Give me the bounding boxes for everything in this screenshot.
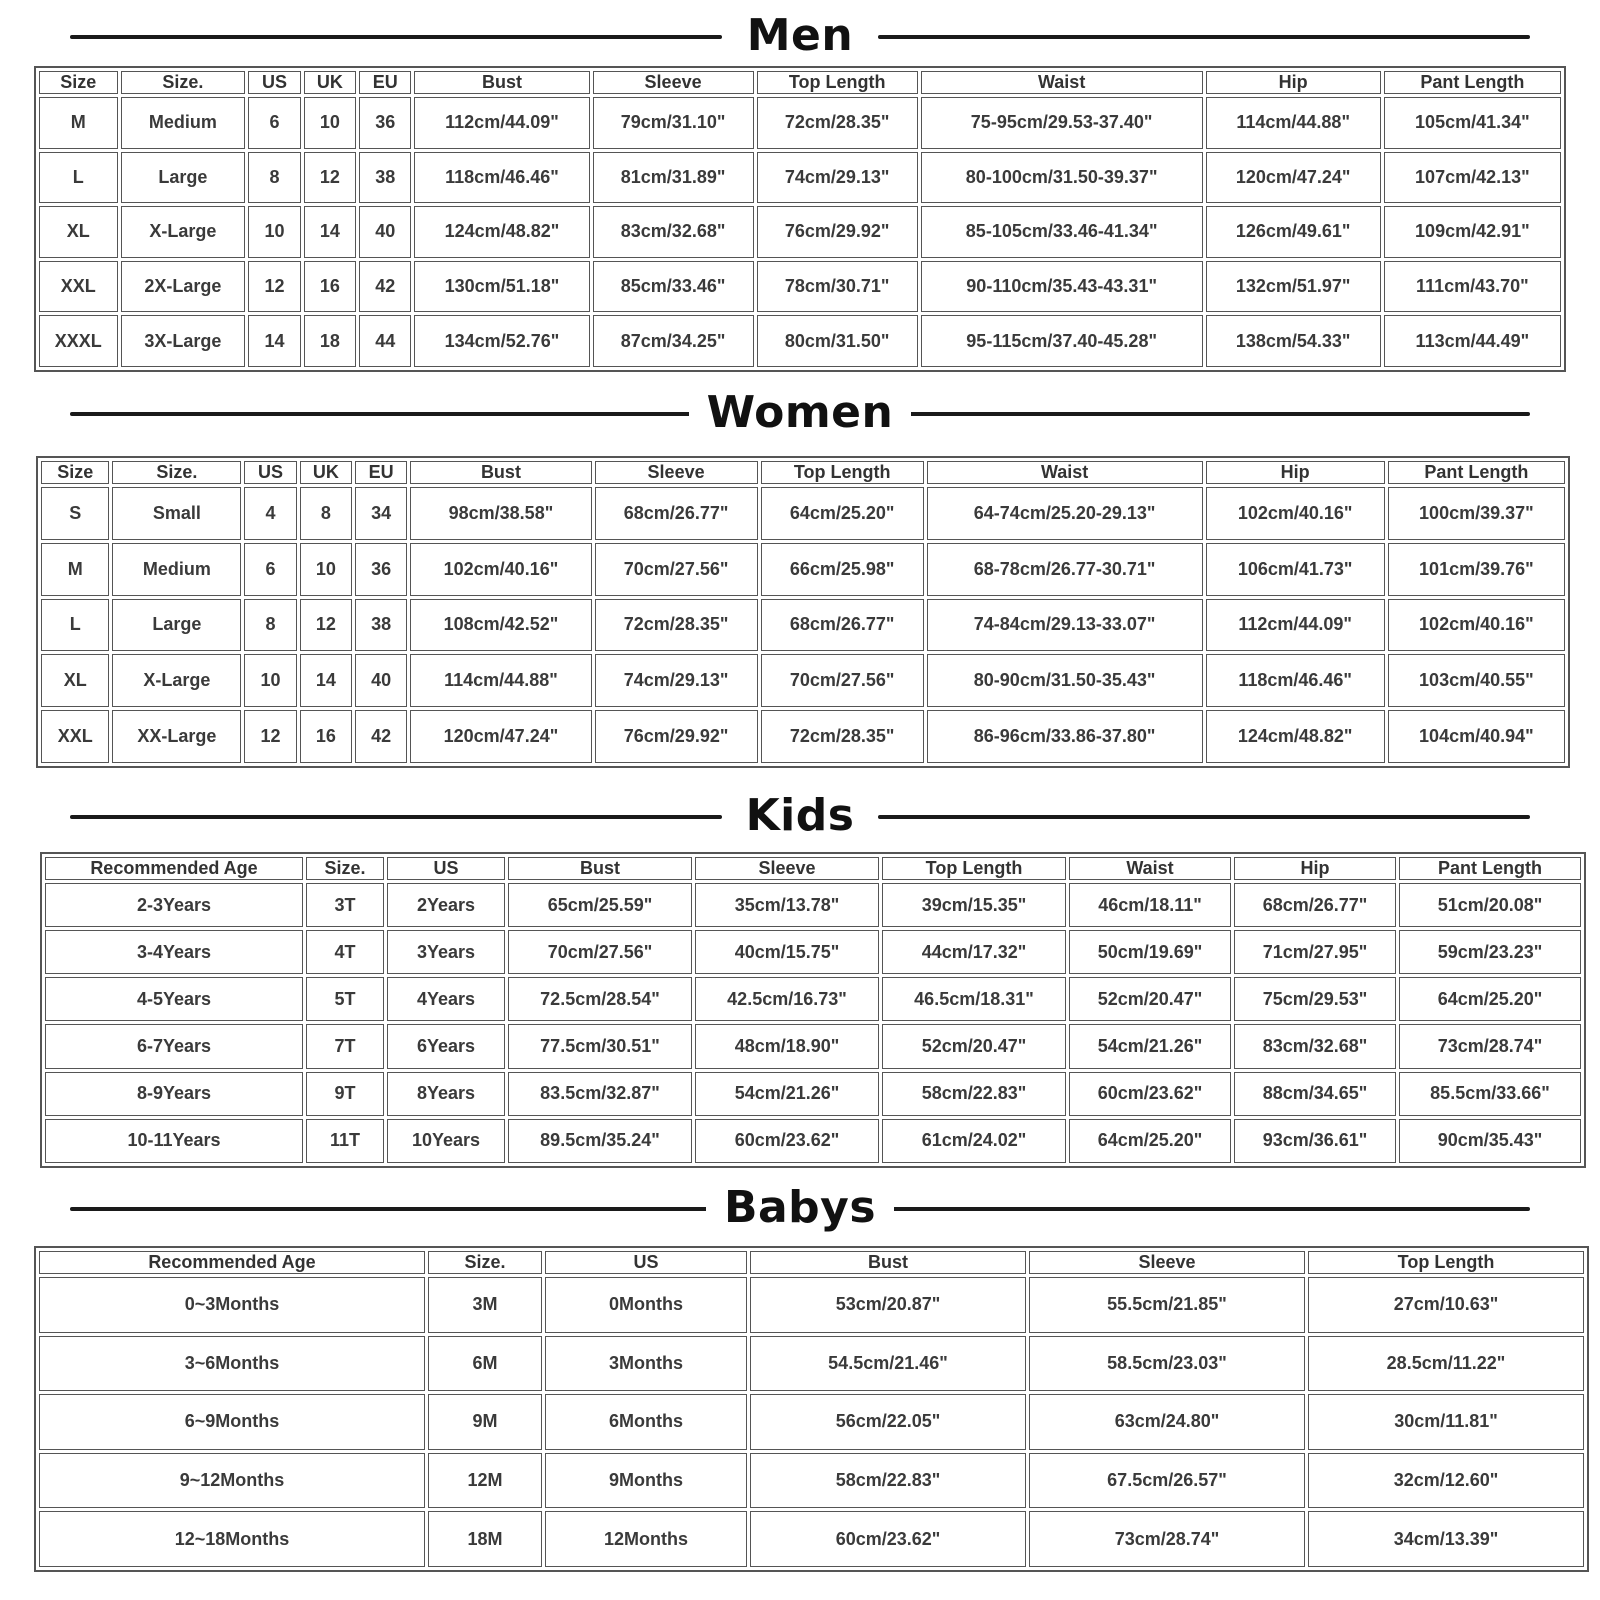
table-row [39, 97, 1561, 149]
table-cell: 36 [355, 543, 407, 596]
table-cell: 51cm/20.08" [1399, 883, 1581, 927]
column-header: UK [304, 71, 356, 94]
table-cell: 64cm/25.20" [761, 487, 924, 540]
table-row [39, 1394, 1584, 1450]
column-header: Sleeve [695, 857, 879, 880]
table-cell: 130cm/51.18" [414, 261, 589, 313]
table-cell: 56cm/22.05" [750, 1394, 1026, 1450]
table-header-row [39, 71, 1561, 94]
table-cell: 102cm/40.16" [1388, 599, 1565, 652]
table-cell: 120cm/47.24" [1206, 152, 1381, 204]
table-row [45, 1024, 1581, 1068]
table-cell: 0~3Months [39, 1277, 425, 1333]
column-header: UK [300, 461, 352, 484]
table-row [39, 1453, 1584, 1509]
table-cell: 40cm/15.75" [695, 930, 879, 974]
table-cell: 10 [300, 543, 352, 596]
table-cell: 42 [359, 261, 411, 313]
table-cell: 40 [359, 206, 411, 258]
table-cell: 114cm/44.88" [1206, 97, 1381, 149]
table-row [45, 1119, 1581, 1163]
table-cell: 4 [244, 487, 296, 540]
column-header: Sleeve [593, 71, 754, 94]
table-cell: 7T [306, 1024, 384, 1068]
table-cell: 12Months [545, 1511, 747, 1567]
table-cell: 75cm/29.53" [1234, 977, 1396, 1021]
column-header: Sleeve [595, 461, 758, 484]
table-cell: 30cm/11.81" [1308, 1394, 1584, 1450]
table-cell: XXL [41, 710, 109, 763]
column-header: Top Length [1308, 1251, 1584, 1274]
table-cell: 88cm/34.65" [1234, 1072, 1396, 1116]
table-cell: XX-Large [112, 710, 241, 763]
column-header: EU [359, 71, 411, 94]
column-header: Size [39, 71, 118, 94]
table-row [39, 1277, 1584, 1333]
table-cell: 68-78cm/26.77-30.71" [927, 543, 1203, 596]
column-header: Size [41, 461, 109, 484]
table-cell: 4T [306, 930, 384, 974]
table-cell: 3T [306, 883, 384, 927]
table-cell: 80cm/31.50" [757, 315, 918, 367]
table-cell: 4Years [387, 977, 505, 1021]
table-cell: 111cm/43.70" [1384, 261, 1561, 313]
column-header: Pant Length [1399, 857, 1581, 880]
column-header: Waist [921, 71, 1203, 94]
table-cell: M [39, 97, 118, 149]
table-cell: 12M [428, 1453, 542, 1509]
table-cell: 80-90cm/31.50-35.43" [927, 654, 1203, 707]
table-cell: 64cm/25.20" [1399, 977, 1581, 1021]
table-cell: 114cm/44.88" [410, 654, 591, 707]
column-header: US [244, 461, 296, 484]
table-cell: 16 [304, 261, 356, 313]
table-cell: Medium [121, 97, 246, 149]
table-cell: 6Years [387, 1024, 505, 1068]
table-cell: 61cm/24.02" [882, 1119, 1066, 1163]
table-cell: 18M [428, 1511, 542, 1567]
table-cell: XL [39, 206, 118, 258]
table-cell: 103cm/40.55" [1388, 654, 1565, 707]
column-header: EU [355, 461, 407, 484]
table-cell: 2Years [387, 883, 505, 927]
table-cell: 102cm/40.16" [410, 543, 591, 596]
table-cell: 112cm/44.09" [1206, 599, 1385, 652]
table-cell: 54cm/21.26" [695, 1072, 879, 1116]
table-cell: 52cm/20.47" [882, 1024, 1066, 1068]
column-header: Size. [428, 1251, 542, 1274]
table-cell: 118cm/46.46" [414, 152, 589, 204]
table-row [45, 930, 1581, 974]
table-cell: 28.5cm/11.22" [1308, 1336, 1584, 1392]
table-cell: 6Months [545, 1394, 747, 1450]
table-cell: 58cm/22.83" [882, 1072, 1066, 1116]
table-cell: 35cm/13.78" [695, 883, 879, 927]
table-cell: 90cm/35.43" [1399, 1119, 1581, 1163]
table-cell: 80-100cm/31.50-39.37" [921, 152, 1203, 204]
women-title-row [0, 383, 1600, 443]
table-cell: 106cm/41.73" [1206, 543, 1385, 596]
table-cell: 70cm/27.56" [761, 654, 924, 707]
table-cell: 0Months [545, 1277, 747, 1333]
table-cell: 50cm/19.69" [1069, 930, 1231, 974]
table-cell: L [41, 599, 109, 652]
table-cell: 53cm/20.87" [750, 1277, 1026, 1333]
table-cell: 5T [306, 977, 384, 1021]
table-cell: 60cm/23.62" [695, 1119, 879, 1163]
table-cell: 101cm/39.76" [1388, 543, 1565, 596]
table-cell: 83.5cm/32.87" [508, 1072, 692, 1116]
table-cell: 54.5cm/21.46" [750, 1336, 1026, 1392]
table-cell: 59cm/23.23" [1399, 930, 1581, 974]
table-cell: 42 [355, 710, 407, 763]
kids-size-table [40, 852, 1586, 1168]
table-cell: 118cm/46.46" [1206, 654, 1385, 707]
column-header: Recommended Age [45, 857, 303, 880]
column-header: Top Length [757, 71, 918, 94]
table-cell: 109cm/42.91" [1384, 206, 1561, 258]
table-cell: 48cm/18.90" [695, 1024, 879, 1068]
column-header: Top Length [882, 857, 1066, 880]
table-cell: 10 [244, 654, 296, 707]
table-cell: 68cm/26.77" [1234, 883, 1396, 927]
table-row [39, 261, 1561, 313]
table-cell: 93cm/36.61" [1234, 1119, 1396, 1163]
table-row [41, 599, 1565, 652]
table-cell: 74-84cm/29.13-33.07" [927, 599, 1203, 652]
table-cell: 39cm/15.35" [882, 883, 1066, 927]
table-cell: 46cm/18.11" [1069, 883, 1231, 927]
table-cell: 74cm/29.13" [595, 654, 758, 707]
table-cell: X-Large [121, 206, 246, 258]
table-cell: Medium [112, 543, 241, 596]
table-cell: 60cm/23.62" [750, 1511, 1026, 1567]
table-cell: 9T [306, 1072, 384, 1116]
table-cell: 58cm/22.83" [750, 1453, 1026, 1509]
table-cell: Large [112, 599, 241, 652]
table-cell: Small [112, 487, 241, 540]
table-cell: X-Large [112, 654, 241, 707]
table-cell: 124cm/48.82" [414, 206, 589, 258]
babys-section-title: Babys [706, 1182, 894, 1233]
table-cell: 64-74cm/25.20-29.13" [927, 487, 1203, 540]
column-header: Bust [750, 1251, 1026, 1274]
table-cell: 27cm/10.63" [1308, 1277, 1584, 1333]
table-cell: 87cm/34.25" [593, 315, 754, 367]
babys-size-table [34, 1246, 1589, 1572]
table-cell: 70cm/27.56" [595, 543, 758, 596]
table-cell: XXXL [39, 315, 118, 367]
table-cell: 2X-Large [121, 261, 246, 313]
table-cell: 78cm/30.71" [757, 261, 918, 313]
column-header: US [545, 1251, 747, 1274]
table-row [45, 1072, 1581, 1116]
table-cell: 79cm/31.10" [593, 97, 754, 149]
table-cell: 73cm/28.74" [1029, 1511, 1305, 1567]
column-header: Bust [508, 857, 692, 880]
table-cell: 3Months [545, 1336, 747, 1392]
column-header: Waist [927, 461, 1203, 484]
table-cell: 63cm/24.80" [1029, 1394, 1305, 1450]
table-cell: 85.5cm/33.66" [1399, 1072, 1581, 1116]
table-cell: XXL [39, 261, 118, 313]
table-cell: 90-110cm/35.43-43.31" [921, 261, 1203, 313]
column-header: Bust [414, 71, 589, 94]
table-cell: 6 [248, 97, 300, 149]
table-cell: 2-3Years [45, 883, 303, 927]
table-cell: 102cm/40.16" [1206, 487, 1385, 540]
table-cell: 10-11Years [45, 1119, 303, 1163]
table-cell: 72cm/28.35" [595, 599, 758, 652]
table-cell: 83cm/32.68" [1234, 1024, 1396, 1068]
table-row [45, 977, 1581, 1021]
table-cell: 6 [244, 543, 296, 596]
table-cell: 100cm/39.37" [1388, 487, 1565, 540]
table-cell: 105cm/41.34" [1384, 97, 1561, 149]
table-cell: S [41, 487, 109, 540]
table-cell: 68cm/26.77" [761, 599, 924, 652]
table-cell: 89.5cm/35.24" [508, 1119, 692, 1163]
table-row [39, 1336, 1584, 1392]
table-cell: 8 [248, 152, 300, 204]
table-cell: 104cm/40.94" [1388, 710, 1565, 763]
table-cell: 34 [355, 487, 407, 540]
table-cell: 8 [300, 487, 352, 540]
table-cell: 72.5cm/28.54" [508, 977, 692, 1021]
column-header: Sleeve [1029, 1251, 1305, 1274]
table-cell: 107cm/42.13" [1384, 152, 1561, 204]
column-header: Pant Length [1384, 71, 1561, 94]
table-cell: 95-115cm/37.40-45.28" [921, 315, 1203, 367]
table-row [41, 543, 1565, 596]
table-cell: 132cm/51.97" [1206, 261, 1381, 313]
table-row [39, 315, 1561, 367]
table-cell: 126cm/49.61" [1206, 206, 1381, 258]
table-cell: 32cm/12.60" [1308, 1453, 1584, 1509]
table-cell: 83cm/32.68" [593, 206, 754, 258]
table-cell: 18 [304, 315, 356, 367]
table-cell: 14 [248, 315, 300, 367]
table-cell: 72cm/28.35" [761, 710, 924, 763]
table-cell: 81cm/31.89" [593, 152, 754, 204]
column-header: Waist [1069, 857, 1231, 880]
table-cell: 68cm/26.77" [595, 487, 758, 540]
table-cell: 40 [355, 654, 407, 707]
table-row [41, 654, 1565, 707]
table-cell: M [41, 543, 109, 596]
table-cell: 75-95cm/29.53-37.40" [921, 97, 1203, 149]
column-header: Size. [306, 857, 384, 880]
table-cell: XL [41, 654, 109, 707]
table-cell: 46.5cm/18.31" [882, 977, 1066, 1021]
table-cell: 55.5cm/21.85" [1029, 1277, 1305, 1333]
table-cell: 12 [304, 152, 356, 204]
kids-section-title: Kids [728, 790, 873, 841]
column-header: Size. [121, 71, 246, 94]
column-header: Top Length [761, 461, 924, 484]
table-cell: 36 [359, 97, 411, 149]
column-header: Size. [112, 461, 241, 484]
table-cell: 58.5cm/23.03" [1029, 1336, 1305, 1392]
column-header: Bust [410, 461, 591, 484]
table-cell: 34cm/13.39" [1308, 1511, 1584, 1567]
table-cell: 38 [355, 599, 407, 652]
babys-title-row [0, 1178, 1600, 1238]
table-cell: 3X-Large [121, 315, 246, 367]
table-header-row [45, 857, 1581, 880]
men-section-title: Men [729, 10, 871, 61]
table-cell: 44cm/17.32" [882, 930, 1066, 974]
table-cell: 138cm/54.33" [1206, 315, 1381, 367]
table-cell: 10 [248, 206, 300, 258]
column-header: Hip [1206, 71, 1381, 94]
table-cell: 52cm/20.47" [1069, 977, 1231, 1021]
table-cell: L [39, 152, 118, 204]
table-cell: 12~18Months [39, 1511, 425, 1567]
table-row [39, 1511, 1584, 1567]
table-cell: 42.5cm/16.73" [695, 977, 879, 1021]
column-header: US [387, 857, 505, 880]
table-cell: 4-5Years [45, 977, 303, 1021]
table-cell: Large [121, 152, 246, 204]
table-row [41, 710, 1565, 763]
table-cell: 10 [304, 97, 356, 149]
table-cell: 113cm/44.49" [1384, 315, 1561, 367]
table-cell: 6-7Years [45, 1024, 303, 1068]
table-cell: 74cm/29.13" [757, 152, 918, 204]
table-row [39, 206, 1561, 258]
table-cell: 3~6Months [39, 1336, 425, 1392]
table-cell: 8Years [387, 1072, 505, 1116]
table-header-row [41, 461, 1565, 484]
table-cell: 16 [300, 710, 352, 763]
table-cell: 120cm/47.24" [410, 710, 591, 763]
table-cell: 14 [300, 654, 352, 707]
table-cell: 38 [359, 152, 411, 204]
men-size-table [34, 66, 1566, 372]
table-cell: 66cm/25.98" [761, 543, 924, 596]
table-cell: 6M [428, 1336, 542, 1392]
table-cell: 12 [300, 599, 352, 652]
table-cell: 12 [248, 261, 300, 313]
table-cell: 86-96cm/33.86-37.80" [927, 710, 1203, 763]
column-header: Pant Length [1388, 461, 1565, 484]
table-cell: 3-4Years [45, 930, 303, 974]
table-cell: 54cm/21.26" [1069, 1024, 1231, 1068]
table-cell: 85cm/33.46" [593, 261, 754, 313]
men-title-row [0, 6, 1600, 66]
table-cell: 3M [428, 1277, 542, 1333]
table-cell: 98cm/38.58" [410, 487, 591, 540]
table-cell: 3Years [387, 930, 505, 974]
women-size-table [36, 456, 1570, 768]
table-cell: 6~9Months [39, 1394, 425, 1450]
table-cell: 112cm/44.09" [414, 97, 589, 149]
table-cell: 14 [304, 206, 356, 258]
table-cell: 65cm/25.59" [508, 883, 692, 927]
table-cell: 11T [306, 1119, 384, 1163]
table-cell: 44 [359, 315, 411, 367]
women-section-title: Women [689, 387, 912, 438]
table-cell: 124cm/48.82" [1206, 710, 1385, 763]
table-cell: 9Months [545, 1453, 747, 1509]
column-header: Hip [1234, 857, 1396, 880]
table-cell: 76cm/29.92" [595, 710, 758, 763]
table-row [39, 152, 1561, 204]
table-cell: 12 [244, 710, 296, 763]
table-cell: 76cm/29.92" [757, 206, 918, 258]
table-cell: 60cm/23.62" [1069, 1072, 1231, 1116]
column-header: US [248, 71, 300, 94]
table-cell: 8-9Years [45, 1072, 303, 1116]
table-cell: 10Years [387, 1119, 505, 1163]
table-cell: 134cm/52.76" [414, 315, 589, 367]
table-cell: 9M [428, 1394, 542, 1450]
table-cell: 8 [244, 599, 296, 652]
table-row [41, 487, 1565, 540]
column-header: Recommended Age [39, 1251, 425, 1274]
table-cell: 73cm/28.74" [1399, 1024, 1581, 1068]
table-cell: 67.5cm/26.57" [1029, 1453, 1305, 1509]
column-header: Hip [1206, 461, 1385, 484]
table-cell: 64cm/25.20" [1069, 1119, 1231, 1163]
table-cell: 70cm/27.56" [508, 930, 692, 974]
table-cell: 85-105cm/33.46-41.34" [921, 206, 1203, 258]
table-row [45, 883, 1581, 927]
table-cell: 9~12Months [39, 1453, 425, 1509]
table-cell: 72cm/28.35" [757, 97, 918, 149]
table-cell: 71cm/27.95" [1234, 930, 1396, 974]
table-header-row [39, 1251, 1584, 1274]
table-cell: 108cm/42.52" [410, 599, 591, 652]
kids-title-row [0, 786, 1600, 846]
table-cell: 77.5cm/30.51" [508, 1024, 692, 1068]
